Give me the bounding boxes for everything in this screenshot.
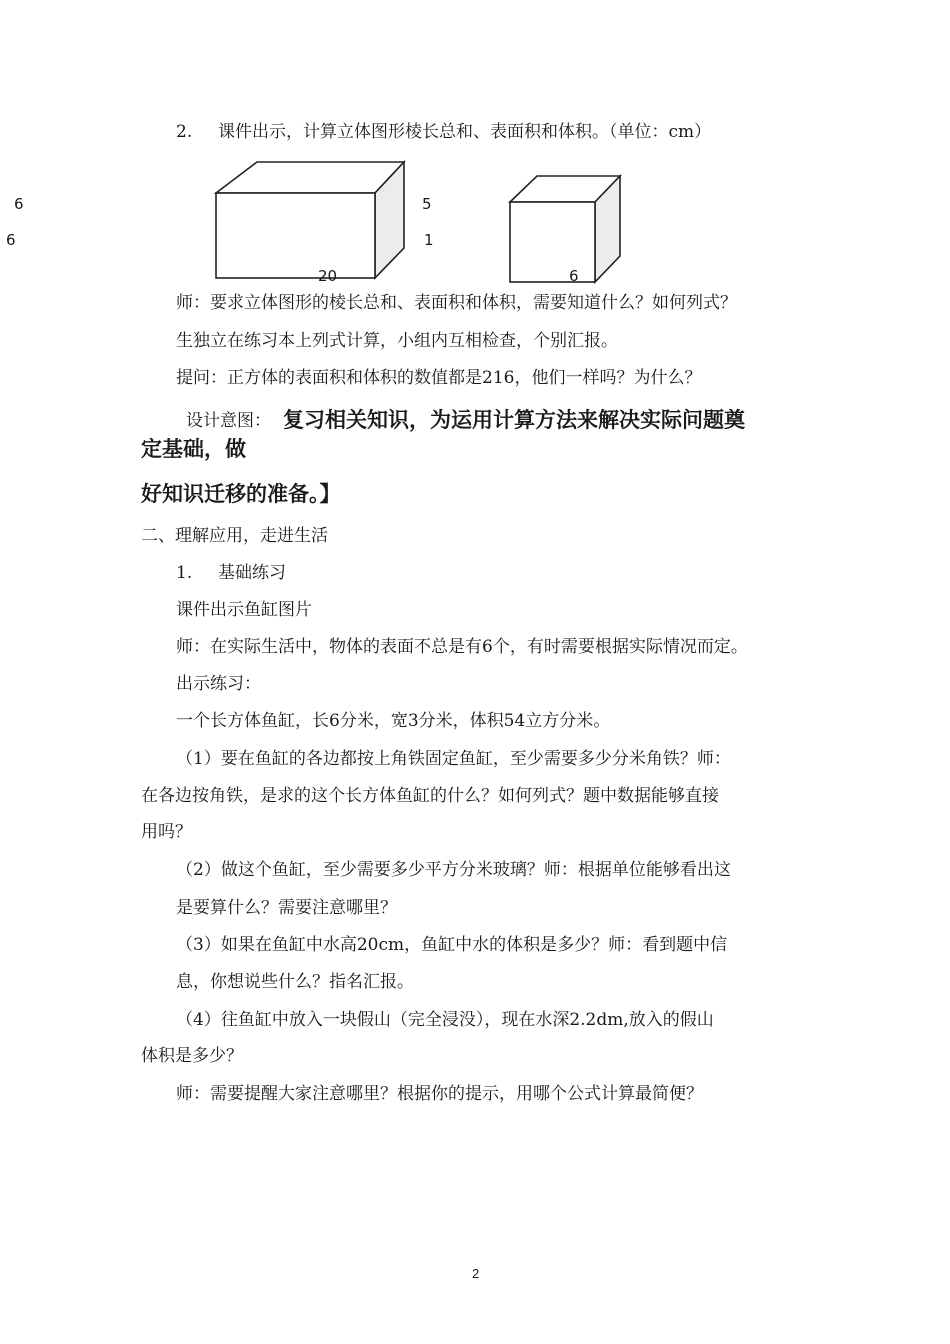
page-number: 2 — [472, 1266, 480, 1281]
question-2-line-2: 是要算什么？需要注意哪里？ — [176, 898, 397, 918]
question-2-line-1: （2）做这个鱼缸，至少需要多少平方分米玻璃？师：根据单位能够看出这 — [176, 860, 731, 880]
teacher-question: 师：要求立体图形的棱长总和、表面积和体积，需要知道什么？如何列式？ — [176, 293, 737, 313]
sub-number: 1. — [176, 563, 193, 583]
question-3-line-2: 息，你想说些什么？指名汇报。 — [176, 972, 414, 992]
left-label-6b: 6 — [6, 231, 16, 249]
item-number: 2. — [176, 122, 193, 142]
cube-edge-label: 6 — [569, 267, 579, 285]
item-text: 课件出示，计算立体图形棱长总和、表面积和体积。（单位：cm） — [218, 122, 712, 142]
paragraph: 师：需要提醒大家注意哪里？根据你的提示，用哪个公式计算最简便？ — [176, 1084, 703, 1104]
question-1-line-2: 在各边按角铁，是求的这个长方体鱼缸的什么？如何列式？题中数据能够直接 — [141, 786, 719, 806]
design-intent-bold-3: 好知识迁移的准备。】 — [141, 482, 341, 506]
question-4-line-1: （4）往鱼缸中放入一块假山（完全浸没），现在水深2.2dm,放入的假山 — [176, 1010, 714, 1030]
paragraph: 师：在实际生活中，物体的表面不总是有6个，有时需要根据实际情况而定。 — [176, 637, 748, 657]
cuboid-height-label: 5 — [422, 195, 432, 213]
design-intent-bold-2: 定基础，做 — [141, 437, 246, 461]
section-heading: 二、理解应用，走进生活 — [141, 526, 328, 546]
cuboid-figure — [216, 162, 404, 278]
cuboid-length-label: 20 — [318, 267, 338, 285]
paragraph: 一个长方体鱼缸，长6分米，宽3分米，体积54立方分米。 — [176, 711, 611, 731]
left-label-6a: 6 — [14, 195, 24, 213]
question-1-line-1: （1）要在鱼缸的各边都按上角铁固定鱼缸，至少需要多少分米角铁？师： — [176, 749, 731, 769]
design-intent-prefix: 设计意图： — [186, 411, 271, 431]
cuboid-side-label: 1 — [424, 231, 434, 249]
question-prompt: 提问：正方体的表面积和体积的数值都是216，他们一样吗？为什么？ — [176, 368, 702, 388]
sub-title: 基础练习 — [218, 563, 286, 583]
question-1-line-3: 用吗？ — [141, 822, 192, 842]
design-intent-bold-1: 复习相关知识，为运用计算方法来解决实际问题奠 — [283, 408, 745, 432]
paragraph: 出示练习： — [176, 674, 261, 694]
student-activity: 生独立在练习本上列式计算，小组内互相检查，个别汇报。 — [176, 331, 618, 351]
question-4-line-2: 体积是多少？ — [141, 1046, 243, 1066]
paragraph: 课件出示鱼缸图片 — [176, 600, 312, 620]
question-3-line-1: （3）如果在鱼缸中水高20cm，鱼缸中水的体积是多少？师：看到题中信 — [176, 935, 728, 955]
cube-figure — [510, 176, 620, 282]
solid-figures — [0, 0, 950, 300]
